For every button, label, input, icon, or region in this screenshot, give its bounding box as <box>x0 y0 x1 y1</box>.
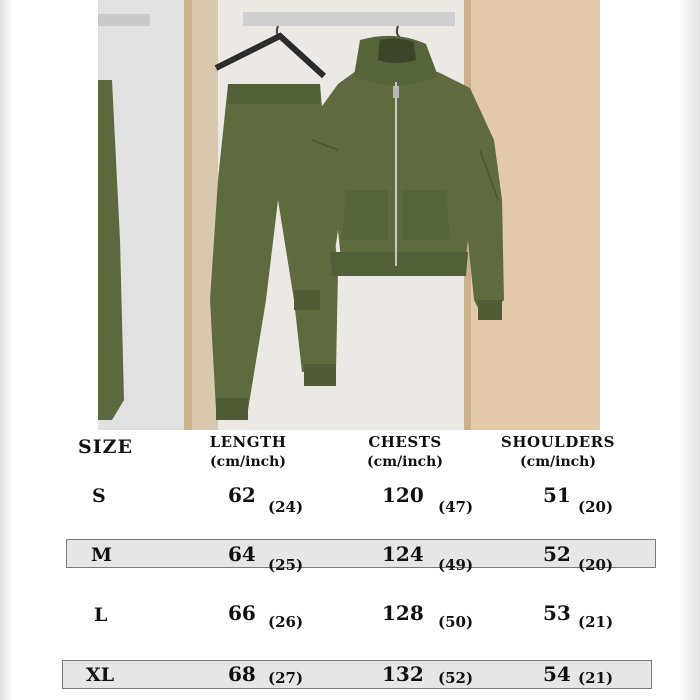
shoulder-cm: 52 <box>543 542 571 566</box>
length-header-unit: (cm/inch) <box>210 454 286 470</box>
length-inch: (26) <box>268 613 304 631</box>
chest-inch: (49) <box>438 556 474 574</box>
chest-cm: 124 <box>382 542 424 566</box>
chest-inch: (50) <box>438 613 474 631</box>
shoulders-header-label: SHOULDERS <box>501 433 615 451</box>
size-label: S <box>92 485 106 507</box>
length-cm: 68 <box>228 662 256 686</box>
shoulder-inch: (21) <box>578 613 614 631</box>
chests-header-label: CHESTS <box>368 433 442 451</box>
shoulders-column-header <box>495 435 621 469</box>
chest-inch: (47) <box>438 498 474 516</box>
chest-cm: 132 <box>382 662 424 686</box>
size-column-header: SIZE <box>78 436 133 458</box>
length-cm: 62 <box>228 483 256 507</box>
length-inch: (24) <box>268 498 304 516</box>
table-row <box>0 600 700 630</box>
length-inch: (25) <box>268 556 304 574</box>
length-cm: 64 <box>228 542 256 566</box>
table-row <box>0 482 700 516</box>
size-label: XL <box>86 664 115 686</box>
size-label: L <box>94 604 108 626</box>
shoulders-header-unit: (cm/inch) <box>520 454 596 470</box>
left-frame-edge <box>0 0 14 700</box>
size-label: M <box>91 544 113 566</box>
length-cm: 66 <box>228 601 256 625</box>
shoulder-inch: (20) <box>578 556 614 574</box>
chest-cm: 120 <box>382 483 424 507</box>
shoulder-cm: 54 <box>543 662 571 686</box>
chests-header-unit: (cm/inch) <box>367 454 443 470</box>
table-row <box>0 661 700 691</box>
length-inch: (27) <box>268 669 304 687</box>
length-column-header <box>198 435 298 469</box>
length-header-label: LENGTH <box>209 433 287 451</box>
chest-cm: 128 <box>382 601 424 625</box>
shoulder-inch: (20) <box>578 498 614 516</box>
table-row <box>0 541 700 574</box>
shoulder-cm: 53 <box>543 601 571 625</box>
shoulder-cm: 51 <box>543 483 571 507</box>
chests-column-header <box>355 435 455 469</box>
shoulder-inch: (21) <box>578 669 614 687</box>
chest-inch: (52) <box>438 669 474 687</box>
product-photo <box>98 0 600 430</box>
right-frame-edge <box>678 0 700 700</box>
